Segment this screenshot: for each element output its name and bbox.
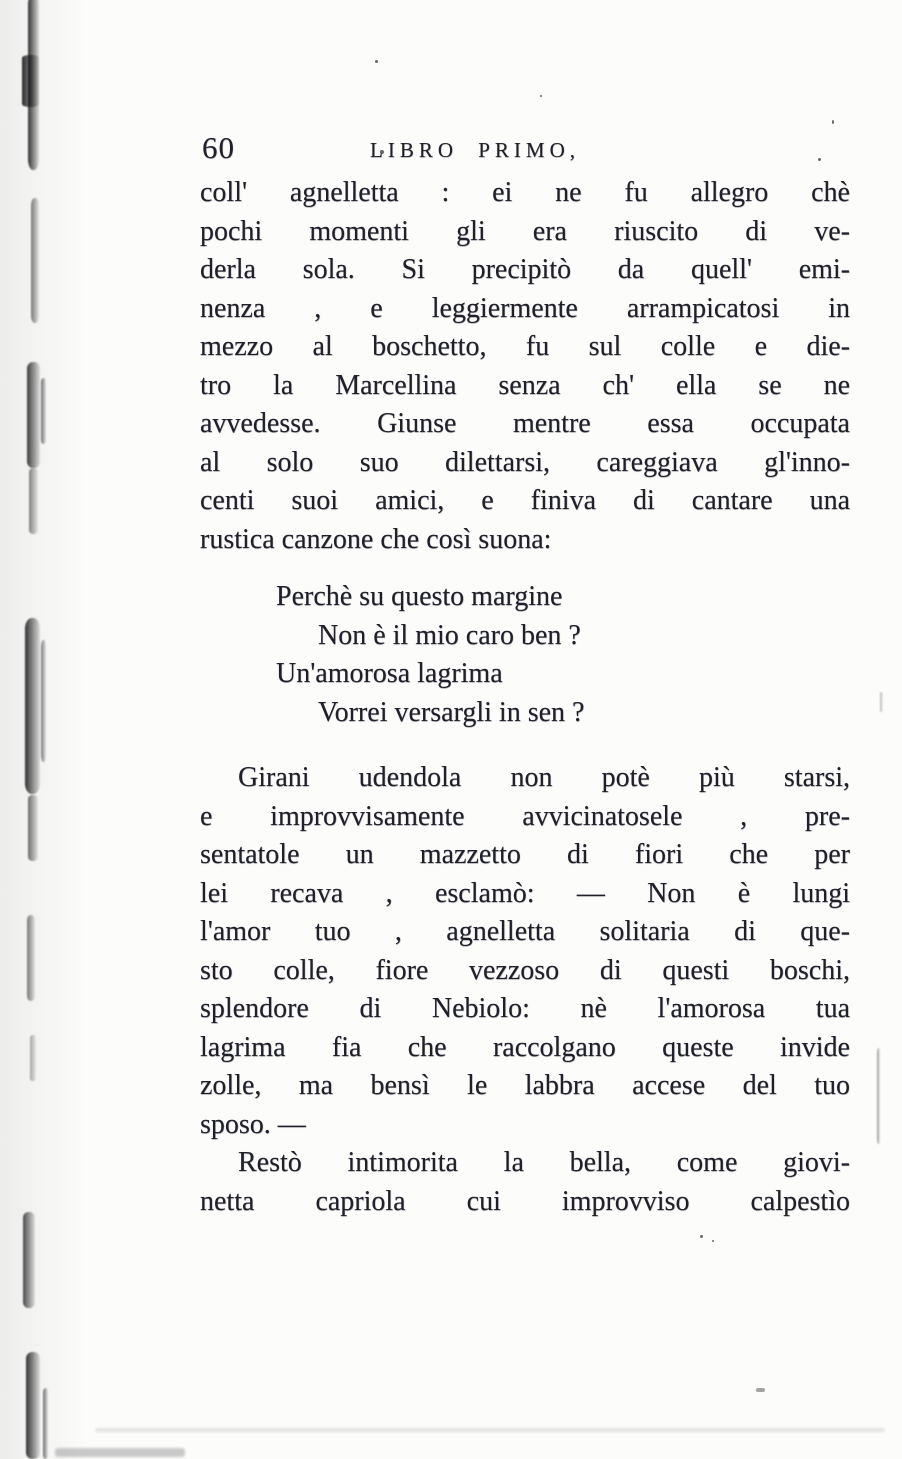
- poem-line: Un'amorosa lagrima: [276, 658, 503, 689]
- running-header: LIBRO PRIMO,: [370, 138, 581, 162]
- binding-mark: [28, 795, 38, 861]
- ink-speck: [832, 120, 834, 124]
- poem-line: Perchè su questo margine: [276, 581, 563, 612]
- text-line: pochi momenti gli era riuscito di ve-: [200, 215, 850, 247]
- text-line: derla sola. Si precipitò da quell' emi-: [200, 254, 850, 285]
- page-number: 60: [202, 130, 235, 165]
- text-line: sentatole un mazzetto di fiori che per: [200, 839, 850, 870]
- text-line: lei recava , esclamò: — Non è lungi: [200, 877, 850, 909]
- binding-mark: [22, 55, 39, 107]
- ink-speck: [375, 60, 378, 63]
- page-text-column: [200, 130, 850, 1221]
- text-line: nenza , e leggiermente arrampicatosi in: [200, 292, 850, 324]
- text-line: al solo suo dilettarsi, careggiava gl'inno-: [200, 446, 850, 478]
- binding-mark: [23, 1212, 35, 1308]
- binding-mark: [41, 640, 46, 762]
- binding-mark: [25, 618, 40, 794]
- text-line: netta capriola cui improvviso calpestìo: [200, 1185, 850, 1217]
- ink-speck: [712, 1240, 714, 1242]
- page-edge-mark: [877, 1048, 880, 1144]
- binding-mark: [30, 1035, 36, 1081]
- text-line: sposo. —: [200, 1108, 306, 1140]
- text-line: rustica canzone che così suona:: [200, 523, 552, 555]
- text-line: lagrima fia che raccolgano queste invide: [200, 1031, 850, 1063]
- ink-speck: [756, 1388, 765, 1392]
- binding-mark: [27, 362, 40, 468]
- binding-mark: [41, 378, 46, 444]
- text-line: sto colle, fiore vezzoso di questi boschi,: [200, 954, 850, 986]
- binding-mark: [43, 1388, 48, 1459]
- poem-line: Non è il mio caro ben ?: [318, 619, 581, 651]
- ink-speck: [700, 1235, 703, 1238]
- text-line: centi suoi amici, e finiva di cantare una: [200, 485, 850, 516]
- binding-mark: [29, 468, 38, 534]
- bottom-smudge: [55, 1448, 185, 1457]
- text-line: Girani udendola non potè più starsi,: [238, 762, 850, 793]
- binding-mark: [26, 1352, 40, 1459]
- poem-stanza: [276, 578, 850, 732]
- text-line: coll' agnelletta : ei ne fu allegro chè: [200, 177, 850, 208]
- ink-speck: [540, 95, 542, 97]
- text-line: e improvvisamente avvicinatosele , pre-: [200, 800, 850, 832]
- page-edge-mark: [880, 692, 883, 712]
- text-line: Restò intimorita la bella, come giovi-: [238, 1147, 850, 1178]
- binding-mark: [27, 915, 35, 1001]
- text-line: zolle, ma bensì le labbra accese del tuo: [200, 1070, 850, 1101]
- text-line: mezzo al boschetto, fu sul colle e die-: [200, 331, 850, 362]
- paragraph-2: [200, 759, 850, 1144]
- paragraph-3: [200, 1144, 850, 1221]
- bottom-smudge: [95, 1428, 885, 1432]
- binding-mark: [31, 198, 39, 323]
- text-line: l'amor tuo , agnelletta solitaria di que-: [200, 916, 850, 947]
- text-line: tro la Marcellina senza ch' ella se ne: [200, 369, 850, 401]
- page-header: [200, 130, 850, 174]
- text-line: avvedesse. Giunse mentre essa occupata: [200, 408, 850, 439]
- paragraph-1: [200, 174, 850, 559]
- text-line: splendore di Nebiolo: nè l'amorosa tua: [200, 993, 850, 1024]
- poem-line: Vorrei versargli in sen ?: [318, 696, 585, 728]
